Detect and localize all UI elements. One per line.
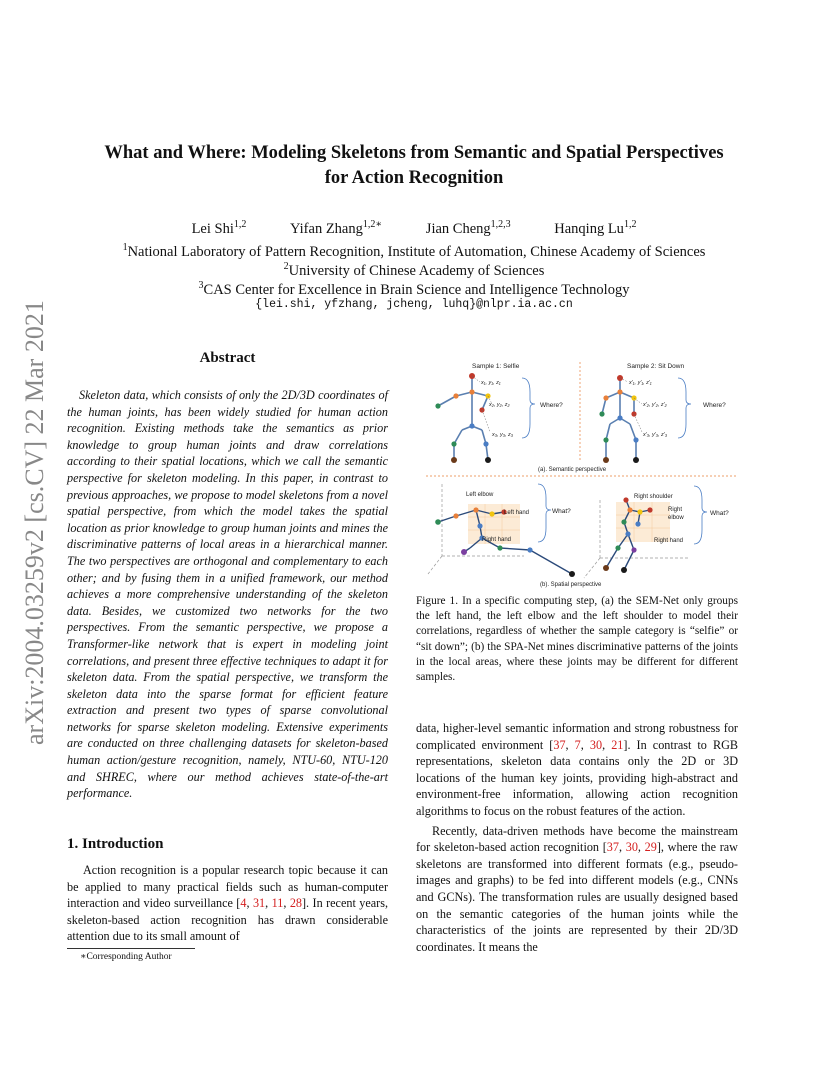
citation-link[interactable]: 30 bbox=[589, 737, 603, 752]
coord-1: x₁, y₁, z₁ bbox=[481, 380, 501, 386]
what-label-1: What? bbox=[552, 508, 571, 515]
right-column-body bbox=[416, 720, 738, 955]
affiliation-1: $^1$National Laboratory of Pattern Recognition, Institute of Automation, Chinese Academy of Sciences bbox=[122, 242, 706, 260]
affiliation-3: $^3$CAS Center for Excellence in Brain Science and Intelligence Technology bbox=[198, 280, 630, 298]
author: Hanqing Lu$^{1,2}$ bbox=[554, 219, 637, 237]
intro-paragraph: Action recognition is a popular research topic because it can be applied to many practical fields such as human-computer interaction and video surveillance [4, 31, 11, 28]. In recent years, skeleton-based action recognition has drawn considerable attention due to its small amount of bbox=[67, 863, 389, 944]
brace-icon bbox=[678, 378, 691, 438]
paragraph: data, higher-level semantic information and strong robustness for complicated environment [37, 7, 30, 21]. In contrast to RGB representations, skeleton data contains only the 2D or 3D locations of the human key joints, providing high-abstract and environment-free information, allowing action recognition algorithms to focus on the robust features of the action. bbox=[416, 721, 739, 818]
coord-3-prime: x′₃, y′₃, z′₃ bbox=[643, 432, 667, 438]
where-label-2: Where? bbox=[703, 402, 726, 409]
skeleton-selfie-joints bbox=[435, 373, 491, 463]
label-right-elbow-line-1: Right bbox=[668, 507, 683, 513]
where-label-1: Where? bbox=[540, 402, 563, 409]
label-right-hand: Right hand bbox=[482, 537, 512, 543]
label-right-hand-2: Right hand bbox=[654, 538, 684, 544]
citation-link[interactable]: 37 bbox=[553, 737, 566, 752]
section-heading-introduction: 1. Introduction bbox=[67, 836, 164, 852]
author: Lei Shi$^{1,2}$ bbox=[191, 219, 247, 237]
label-right-elbow-line-2: elbow bbox=[668, 515, 684, 521]
footnote: ∗Corresponding Author bbox=[80, 952, 172, 962]
sample-2-label: Sample 2: Sit Down bbox=[627, 363, 685, 370]
brace-icon bbox=[538, 484, 551, 542]
abstract-heading: Abstract bbox=[199, 350, 256, 366]
citation-link[interactable]: 4 bbox=[240, 896, 247, 911]
title-line-1: What and Where: Modeling Skeletons from Semantic and Spatial Perspectives bbox=[104, 143, 724, 163]
spatial-perspective-label: (b). Spatial perspective bbox=[540, 582, 602, 588]
footnote-rule bbox=[67, 948, 195, 949]
abstract-text: Skeleton data, which consists of only the 2D/3D coordinates of the human joints, has been widely studied for human action recognition. Existing methods take the semantics as prior knowledge to group human joints and draw correlations according to their spatial locations, which we call the semantic perspective for skeleton modeling. In this paper, in contrast to previous approaches, we propose to model skeletons from a novel spatial perspective, from which the model takes the spatial location as prior knowledge to group human joints and mines the discriminative patterns of local areas in a hierarchical manner. The two perspectives are orthogonal and complementary to each other; and by fusing them in a unified framework, our method achieves a more comprehensive understanding of the skeleton data. Besides, we customized two networks for the two perspectives. From the semantic perspective, we propose a Transformer-like network that is expert in modeling joint correlations, and present three effective techniques to adapt it for skeleton data. From the spatial perspective, we transform the skeleton data into the sparse format for efficient feature extraction and present two types of sparse convolutional networks for sparse skeleton modeling. Extensive experiments are conducted on three challenging datasets for skeleton-based human action/gesture recognition, namely, NTU-60, NTU-120 and SHREC, where our method achieves state-of-the-art performance. bbox=[67, 388, 388, 801]
label-left-hand: Left hand bbox=[504, 510, 530, 516]
brace-icon bbox=[522, 378, 535, 438]
brace-icon bbox=[694, 486, 707, 544]
author-list bbox=[60, 219, 768, 238]
citation-link[interactable]: 29 bbox=[644, 840, 657, 855]
figure-1 bbox=[420, 352, 740, 592]
label-right-shoulder: Right shoulder bbox=[634, 494, 673, 500]
author: Jian Cheng$^{1,2,3}$ bbox=[425, 219, 511, 237]
skeleton-selfie bbox=[438, 376, 488, 460]
paragraph: Recently, data-driven methods have become the mainstream for skeleton-based action recognition [37, 30, 29], where the raw skeletons are transformed into different formats (e.g., pseudo-images and graphs) to be fed into different models (e.g., CNNs and GCNs). The transformation rules are usually designed based on the semantic categories of the human joints while the characteristics of the joints are represented by their 2D/3D coordinates. It means the bbox=[416, 823, 738, 954]
citation-link[interactable]: 31 bbox=[252, 896, 266, 911]
figure-caption: Figure 1. In a specific computing step, (a) the SEM-Net only groups the left hand, the left elbow and the left shoulder to model their correlations, regardless of whether the sample category is “selfie” or “sit down”; (b) the SPA-Net mines discriminative patterns of the joints in the local areas, where these joints may be different for different samples. bbox=[416, 595, 738, 684]
citation-link[interactable]: 37 bbox=[606, 840, 619, 855]
coord-3: x₃, y₃, z₃ bbox=[492, 432, 513, 438]
citation-link[interactable]: 7 bbox=[574, 737, 581, 752]
author: Yifan Zhang$^{1,2∗}$ bbox=[289, 219, 383, 237]
coord-2: x₂, y₂, z₂ bbox=[489, 402, 510, 408]
spatial-panel-left bbox=[428, 484, 575, 577]
citation-link[interactable]: 21 bbox=[611, 737, 624, 752]
citation-link[interactable]: 28 bbox=[289, 896, 302, 911]
citation-link[interactable]: 11 bbox=[271, 896, 284, 911]
coord-1-prime: x′₁, y′₁, z′₁ bbox=[629, 380, 652, 386]
sample-1-label: Sample 1: Selfie bbox=[472, 363, 520, 370]
coord-2-prime: x′₂, y′₂, z′₂ bbox=[643, 402, 667, 408]
what-label-2: What? bbox=[710, 510, 729, 517]
author-emails[interactable]: {lei.shi, yfzhang, jcheng, luhq}@nlpr.ia.ac.cn bbox=[255, 298, 573, 311]
affiliation-2: $^2$University of Chinese Academy of Sciences bbox=[283, 261, 545, 279]
semantic-perspective-label: (a). Semantic perspective bbox=[538, 467, 607, 473]
label-left-elbow: Left elbow bbox=[466, 492, 494, 498]
arxiv-stamp: arXiv:2004.03259v2 [cs.CV] 22 Mar 2021 bbox=[20, 300, 49, 746]
citation-link[interactable]: 30 bbox=[625, 840, 638, 855]
title-line-2: for Action Recognition bbox=[324, 168, 504, 188]
coord-leaders-2 bbox=[620, 378, 642, 432]
paper-title bbox=[60, 141, 768, 191]
